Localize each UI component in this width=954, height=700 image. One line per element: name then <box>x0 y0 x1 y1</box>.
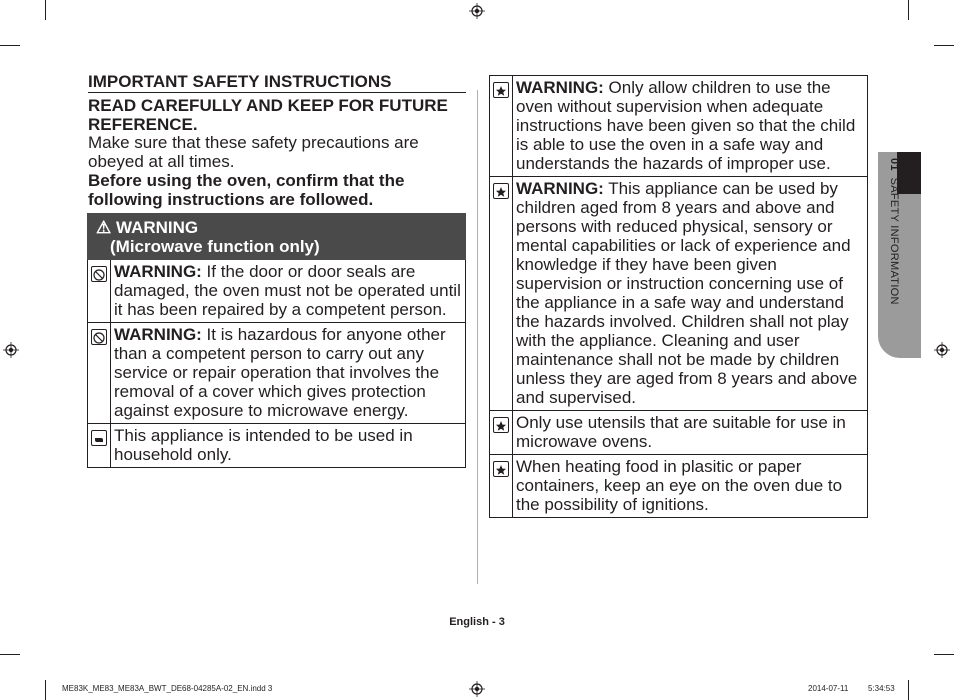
page-subtitle: READ CAREFULLY AND KEEP FOR FUTURE REFERENCE. <box>88 96 448 134</box>
crop-mark <box>934 654 954 655</box>
section-title-rule <box>88 92 466 93</box>
right-warning-box <box>489 75 868 518</box>
crop-mark <box>45 0 46 20</box>
chapter-number: 01 <box>888 158 900 171</box>
warning-box-header <box>88 214 466 260</box>
section-title: IMPORTANT SAFETY INSTRUCTIONS <box>88 72 392 91</box>
warning-label: WARNING: <box>516 179 604 198</box>
list-item <box>88 260 466 323</box>
slug-time: 5:34:53 <box>868 684 895 693</box>
crop-mark <box>908 0 909 20</box>
star-icon <box>493 461 509 477</box>
note-hand-icon <box>91 430 107 446</box>
warning-label: WARNING: <box>114 262 202 281</box>
registration-mark-icon <box>3 342 19 358</box>
column-divider <box>477 90 478 584</box>
crop-mark <box>908 680 909 700</box>
item-text: It is hazardous for anyone other than a competent person to carry out any service or repair operation that involves the removal of a cover which gives protection against exposure to microwave energy. <box>114 325 446 420</box>
page-number: English - 3 <box>449 616 505 628</box>
side-tab-marker <box>897 152 921 194</box>
list-item <box>490 76 868 177</box>
warning-label: WARNING: <box>114 325 202 344</box>
list-item <box>88 424 466 468</box>
slug-date: 2014-07-11 <box>808 684 849 693</box>
crop-mark <box>45 680 46 700</box>
warning-label: WARNING: <box>516 78 604 97</box>
item-text: If the door or door seals are damaged, the oven must not be operated until it has been repaired by a competent person. <box>114 262 461 319</box>
prohibited-icon <box>91 266 107 282</box>
item-text: This appliance can be used by children aged from 8 years and above and persons with reduced physical, sensory or mental capabilities or lack of experience and knowledge if they have been given supervision or instruction concerning use of the appliance in a safe way and understand the hazards involved. Children shall not play with the appliance. Cleaning and user maintenance shall not be made by children unless they are aged from 8 years and above and supervised. <box>516 179 858 407</box>
crop-mark <box>934 45 954 46</box>
list-item <box>490 411 868 455</box>
warning-box-subtitle: (Microwave function only) <box>110 237 320 256</box>
registration-mark-icon <box>934 342 950 358</box>
crop-mark <box>0 45 20 46</box>
warning-box-title: WARNING <box>115 218 199 237</box>
item-text: Only allow children to use the oven without supervision when adequate instructions have been given so that the child is able to use the oven in a safe way and understands the hazards of improper use. <box>516 78 856 173</box>
intro-text: Make sure that these safety precautions are obeyed at all times. <box>88 133 419 171</box>
list-item <box>490 455 868 518</box>
slug-file: ME83K_ME83_ME83A_BWT_DE68-04285A-02_EN.indd 3 <box>62 684 273 693</box>
before-use-note: Before using the oven, confirm that the following instructions are followed. <box>88 171 405 209</box>
warning-box <box>87 213 466 468</box>
list-item <box>88 323 466 424</box>
registration-mark-icon <box>469 3 485 19</box>
star-icon <box>493 417 509 433</box>
item-text: Only use utensils that are suitable for use in microwave ovens. <box>516 413 846 451</box>
registration-mark-icon <box>469 681 485 697</box>
list-item <box>490 177 868 411</box>
chapter-title: SAFETY INFORMATION <box>888 177 900 305</box>
warning-triangle-icon: ⚠ <box>96 218 112 237</box>
item-text: This appliance is intended to be used in household only. <box>114 426 413 464</box>
star-icon <box>493 183 509 199</box>
item-text: When heating food in plasitic or paper containers, keep an eye on the oven due to the possibility of ignitions. <box>516 457 843 514</box>
side-tab-label <box>880 158 900 348</box>
prohibited-icon <box>91 329 107 345</box>
crop-mark <box>0 654 20 655</box>
star-icon <box>493 82 509 98</box>
